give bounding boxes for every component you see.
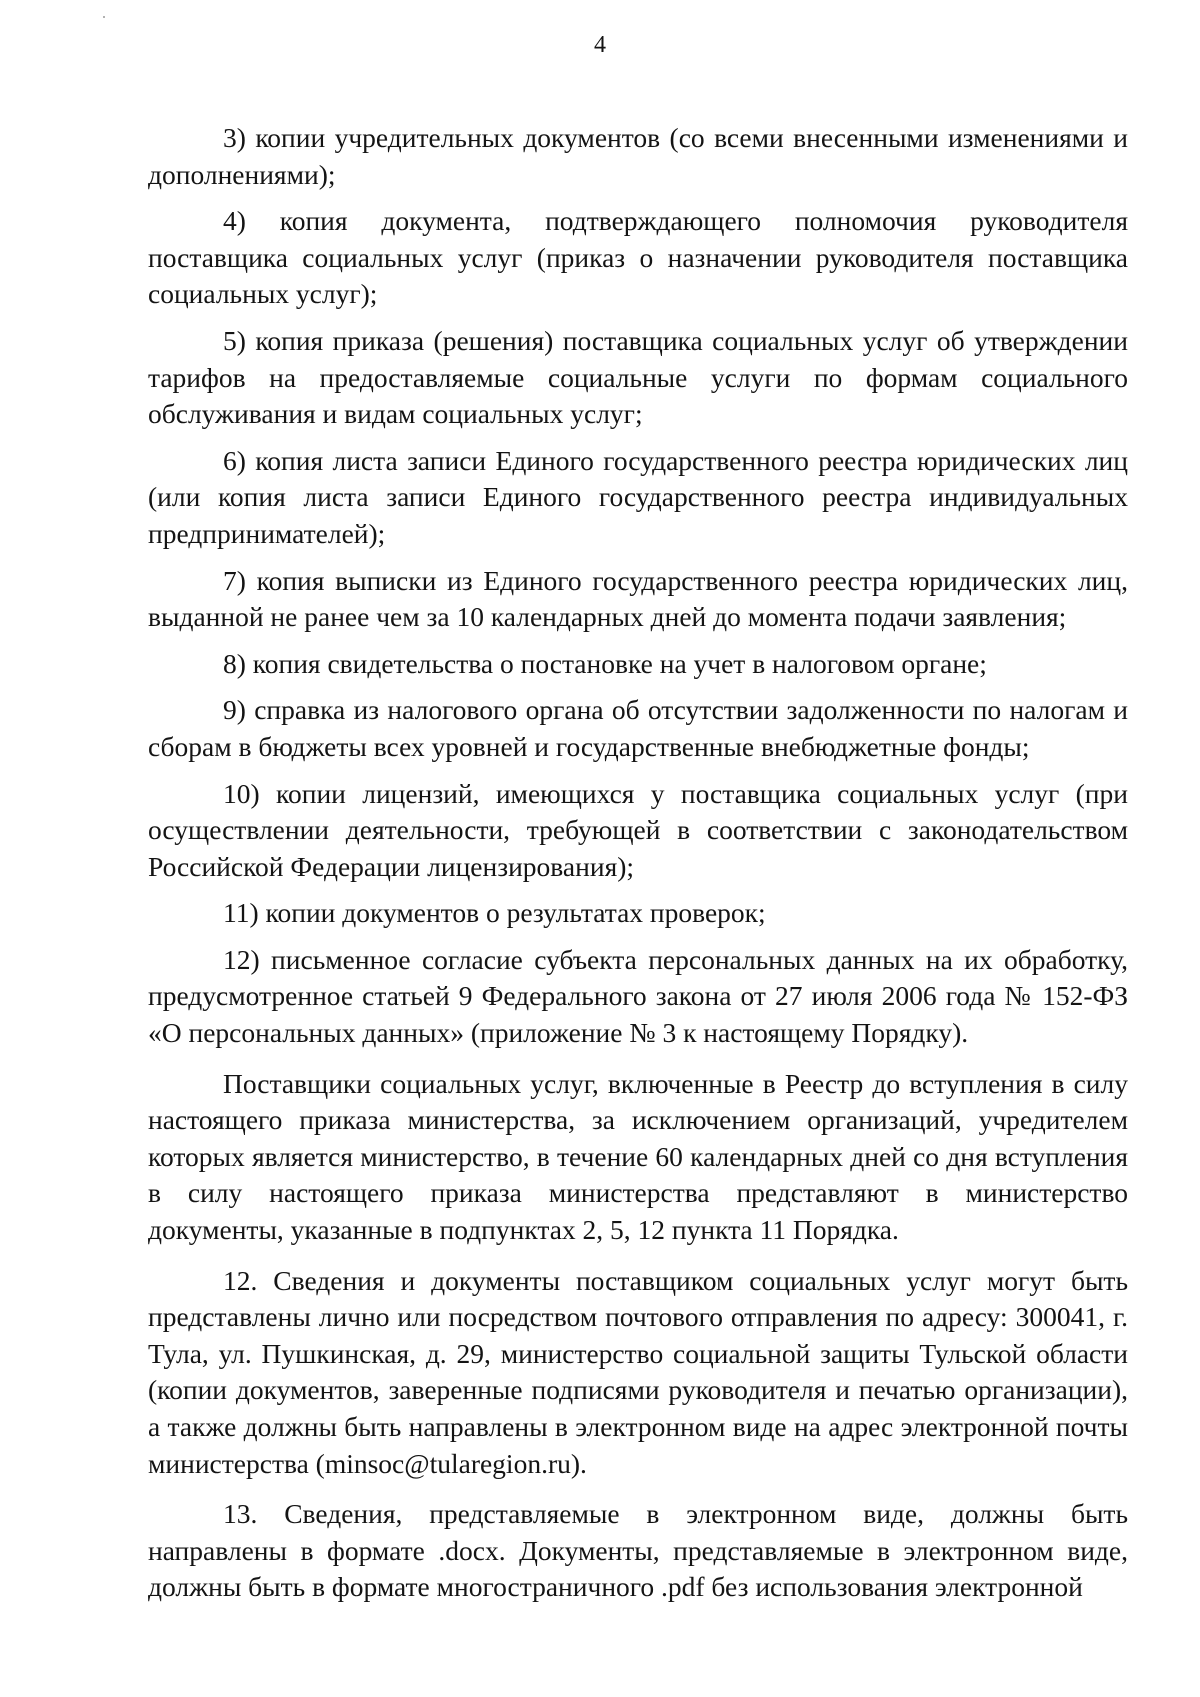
- list-item-6: 6) копия листа записи Единого государственного реестра юридических лиц (или копия листа записи Единого государственного реестра индивидуальных предпринимателей);: [148, 444, 1128, 549]
- list-item-9: 9) справка из налогового органа об отсутствии задолженности по налогам и сборам в бюджеты всех уровней и государственные внебюджетные фонды;: [148, 694, 1128, 762]
- list-item-7: 7) копия выписки из Единого государственного реестра юридических лиц, выданной не ранее чем за 10 календарных дней до момента подачи заявления;: [148, 564, 1128, 633]
- clause-13-paragraph: 13. Сведения, представляемые в электронном виде, должны быть направлены в формате .docx. Документы, представляемые в электронном виде, должны быть в формате многостраничного .pdf без использования электронной: [148, 1498, 1128, 1603]
- list-item-3: 3) копии учредительных документов (со всеми внесенными изменениями и дополнениями);: [148, 122, 1128, 190]
- transition-paragraph: Поставщики социальных услуг, включенные в Реестр до вступления в силу настоящего приказа министерства, за исключением организаций, учредителем которых является министерство, в течение 60 календарных дней со дня вступления в силу настоящего приказа министерства представляют в министерство документы, указанные в подпунктах 2, 5, 12 пункта 11 Порядка.: [148, 1067, 1128, 1246]
- list-item-10: 10) копии лицензий, имеющихся у поставщика социальных услуг (при осуществлении деятельности, требующей в соответствии с законодательством Российской Федерации лицензирования);: [148, 777, 1128, 882]
- list-item-5: 5) копия приказа (решения) поставщика социальных услуг об утверждении тарифов на предоставляемые социальные услуги по формам социального обслуживания и видам социальных услуг;: [148, 324, 1128, 430]
- clause-12-paragraph: 12. Сведения и документы поставщиком социальных услуг могут быть представлены лично или посредством почтового отправления по адресу: 300041, г. Тула, ул. Пушкинская, д. 29, министерство социальной защиты Тульской области (копии документов, заверенные подписями руководителя и печатью организации), а также должны быть направлены в электронном виде на адрес электронной почты министерства (minsoc@tularegion.ru).: [148, 1264, 1128, 1479]
- list-item-8: 8) копия свидетельства о постановке на учет в налоговом органе;: [223, 647, 987, 679]
- scan-speck: [103, 16, 105, 18]
- list-item-11: 11) копии документов о результатах проверок;: [223, 897, 766, 929]
- list-item-12: 12) письменное согласие субъекта персональных данных на их обработку, предусмотренное статьей 9 Федерального закона от 27 июля 2006 года № 152-ФЗ «О персональных данных» (приложение № 3 к настоящему Порядку).: [148, 943, 1128, 1049]
- document-body: [148, 120, 1128, 1606]
- list-item-4: 4) копия документа, подтверждающего полномочия руководителя поставщика социальных услуг (приказ о назначении руководителя поставщика социальных услуг);: [148, 205, 1128, 310]
- page-number: 4: [594, 32, 606, 58]
